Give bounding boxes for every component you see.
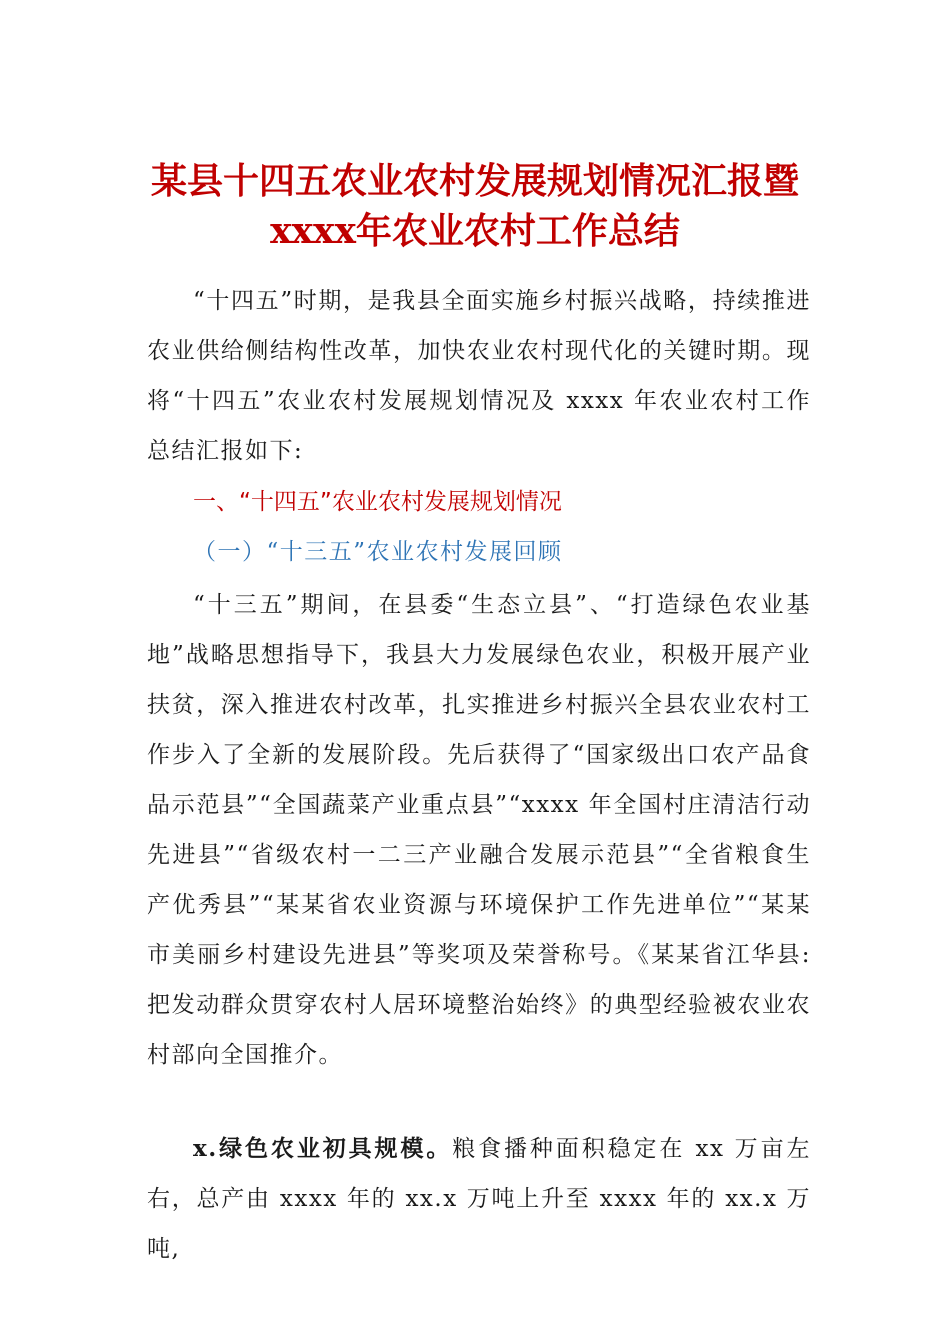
- point-paragraph: [147, 1124, 811, 1274]
- subsection-heading: （一）“十三五”农业农村发展回顾: [193, 539, 563, 565]
- review-paragraph: “十三五”期间，在县委“生态立县”、“打造绿色农业基地”战略思想指导下，我县大力发展绿色农业，积极开展产业扶贫，深入推进农村改革，扎实推进乡村振兴全县农业农村工作步入了全新的发展阶段。先后获得了“国家级出口农产品食品示范县”“全国蔬菜产业重点县”“xxxx 年全国村庄清洁行动先进县”“省级农村一二三产业融合发展示范县”“全省粮食生产优秀县”“某某省农业资源与环境保护工作先进单位”“某某市美丽乡村建设先进县”等奖项及荣誉称号。《某某省江华县: 把发动群众贯穿农村人居环境整治始终》的典型经验被农业农村部向全国推介。: [147, 592, 811, 1068]
- section-heading: 一、“十四五”农业农村发展规划情况: [193, 489, 562, 515]
- document-title-line1: 某县十四五农业农村发展规划情况汇报暨: [150, 160, 799, 202]
- point-lead: x.绿色农业初具规模。: [193, 1135, 453, 1162]
- point-text: 粮食播种面积稳定在 xx 万亩左右，总产由 xxxx 年的 xx.x 万吨上升至 xxxx 年的 xx.x 万吨,: [147, 1136, 811, 1262]
- document-title-line2: xxxx年农业农村工作总结: [270, 210, 680, 252]
- intro-paragraph: “十四五”时期，是我县全面实施乡村振兴战略，持续推进农业供给侧结构性改革，加快农业农村现代化的关键时期。现将“十四五”农业农村发展规划情况及 xxxx 年农业农村工作总结汇报如下:: [147, 288, 811, 464]
